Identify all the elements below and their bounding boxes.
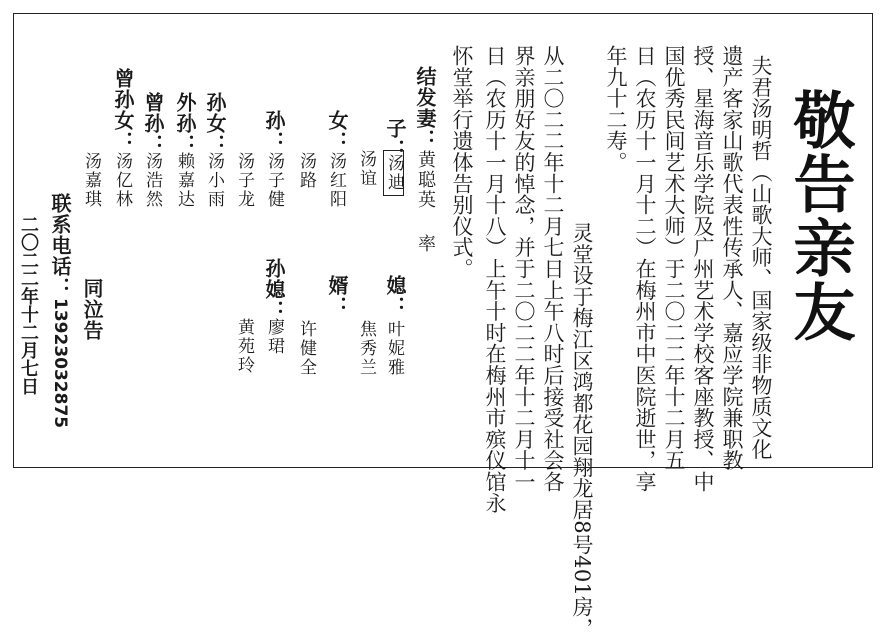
wife-name: 黄聪英 (415, 150, 436, 210)
memorial-line-4: 日（农历十一月十八）上午十时在梅州市殡仪馆永 (483, 45, 507, 514)
son-name-2: 汤谊 (356, 150, 376, 188)
memorial-line-3: 界亲朋好友的悼念，并于二〇二二年十二月十一 (512, 45, 536, 493)
great-grandson-name-1: 汤浩然 (142, 152, 162, 209)
lead-word: 率 (415, 234, 436, 254)
memorial-line-1: 灵堂设于梅江区鸿都花园翔龙居8号401房， (570, 222, 594, 639)
granddaughter-name-1: 汤小雨 (204, 152, 224, 209)
son-in-law-name-1: 许健全 (296, 320, 316, 377)
obituary-line-4: 国优秀民间艺术大师）于二〇二二年十二月五 (662, 45, 686, 471)
obituary-line-2: 遗产客家山歌代表性传承人、嘉应学院兼职教 (720, 45, 744, 471)
headline: 敬告亲友 (783, 88, 856, 344)
son-label: 子： (383, 118, 407, 160)
wife-label: 结发妻： (413, 66, 437, 150)
daughter-in-law-label: 媳： (383, 275, 407, 317)
great-granddaughter-label: 曾孙女： (111, 68, 135, 152)
maternal-grandson-name-1: 赖嘉达 (174, 152, 194, 209)
obituary-line-6: 年九十二寿。 (604, 45, 628, 173)
contact-label: 联系电话： (48, 193, 72, 298)
contact-line (50, 193, 70, 428)
maternal-grandson-label: 外孙： (173, 92, 197, 155)
great-grandson-label: 曾孙： (141, 92, 165, 155)
daughter-name-2: 汤路 (296, 152, 316, 190)
obituary-line-1: 夫君汤明哲（山歌大师、国家级非物质文化 (749, 55, 773, 460)
notice-date: 二〇二二年十二月七日 (18, 215, 39, 395)
son-name-1-wrap (383, 150, 404, 196)
grandson-wife-name-2: 黄苑玲 (234, 318, 254, 375)
contact-phone: 13923032875 (50, 298, 70, 429)
obituary-line-5: 日（农历十一月十二）在梅州市中医院逝世，享 (633, 45, 657, 493)
grandson-name-1: 汤子健 (264, 152, 284, 209)
grandson-wife-label: 孙媳： (262, 258, 286, 321)
granddaughter-label: 孙女： (203, 92, 227, 155)
together-notice: 同泣告 (80, 278, 104, 341)
son-in-law-label: 婿： (325, 275, 349, 317)
grandson-wife-name-1: 廖珺 (264, 318, 284, 356)
great-granddaughter-name-1: 汤亿林 (112, 152, 132, 209)
memorial-line-2: 从二〇二二年十二月七日上午八时后接受社会各 (541, 45, 565, 493)
daughter-label: 女： (325, 110, 349, 152)
wife-entry (415, 66, 435, 254)
obituary-line-3: 授、星海音乐学院及广州艺术学校客座教授、中 (691, 45, 715, 493)
daughter-name-1: 汤红阳 (326, 152, 346, 209)
great-granddaughter-name-2: 汤嘉琪 (81, 152, 101, 209)
notice-frame (13, 13, 873, 468)
daughter-in-law-name-1: 叶妮雅 (384, 320, 404, 377)
son-name-1: 汤迪 (383, 150, 404, 196)
daughter-in-law-name-2: 焦秀兰 (356, 320, 376, 377)
grandson-label: 孙： (262, 110, 286, 152)
grandson-name-2: 汤子龙 (234, 152, 254, 209)
memorial-line-5: 怀堂举行遗体告别仪式。 (450, 45, 474, 280)
